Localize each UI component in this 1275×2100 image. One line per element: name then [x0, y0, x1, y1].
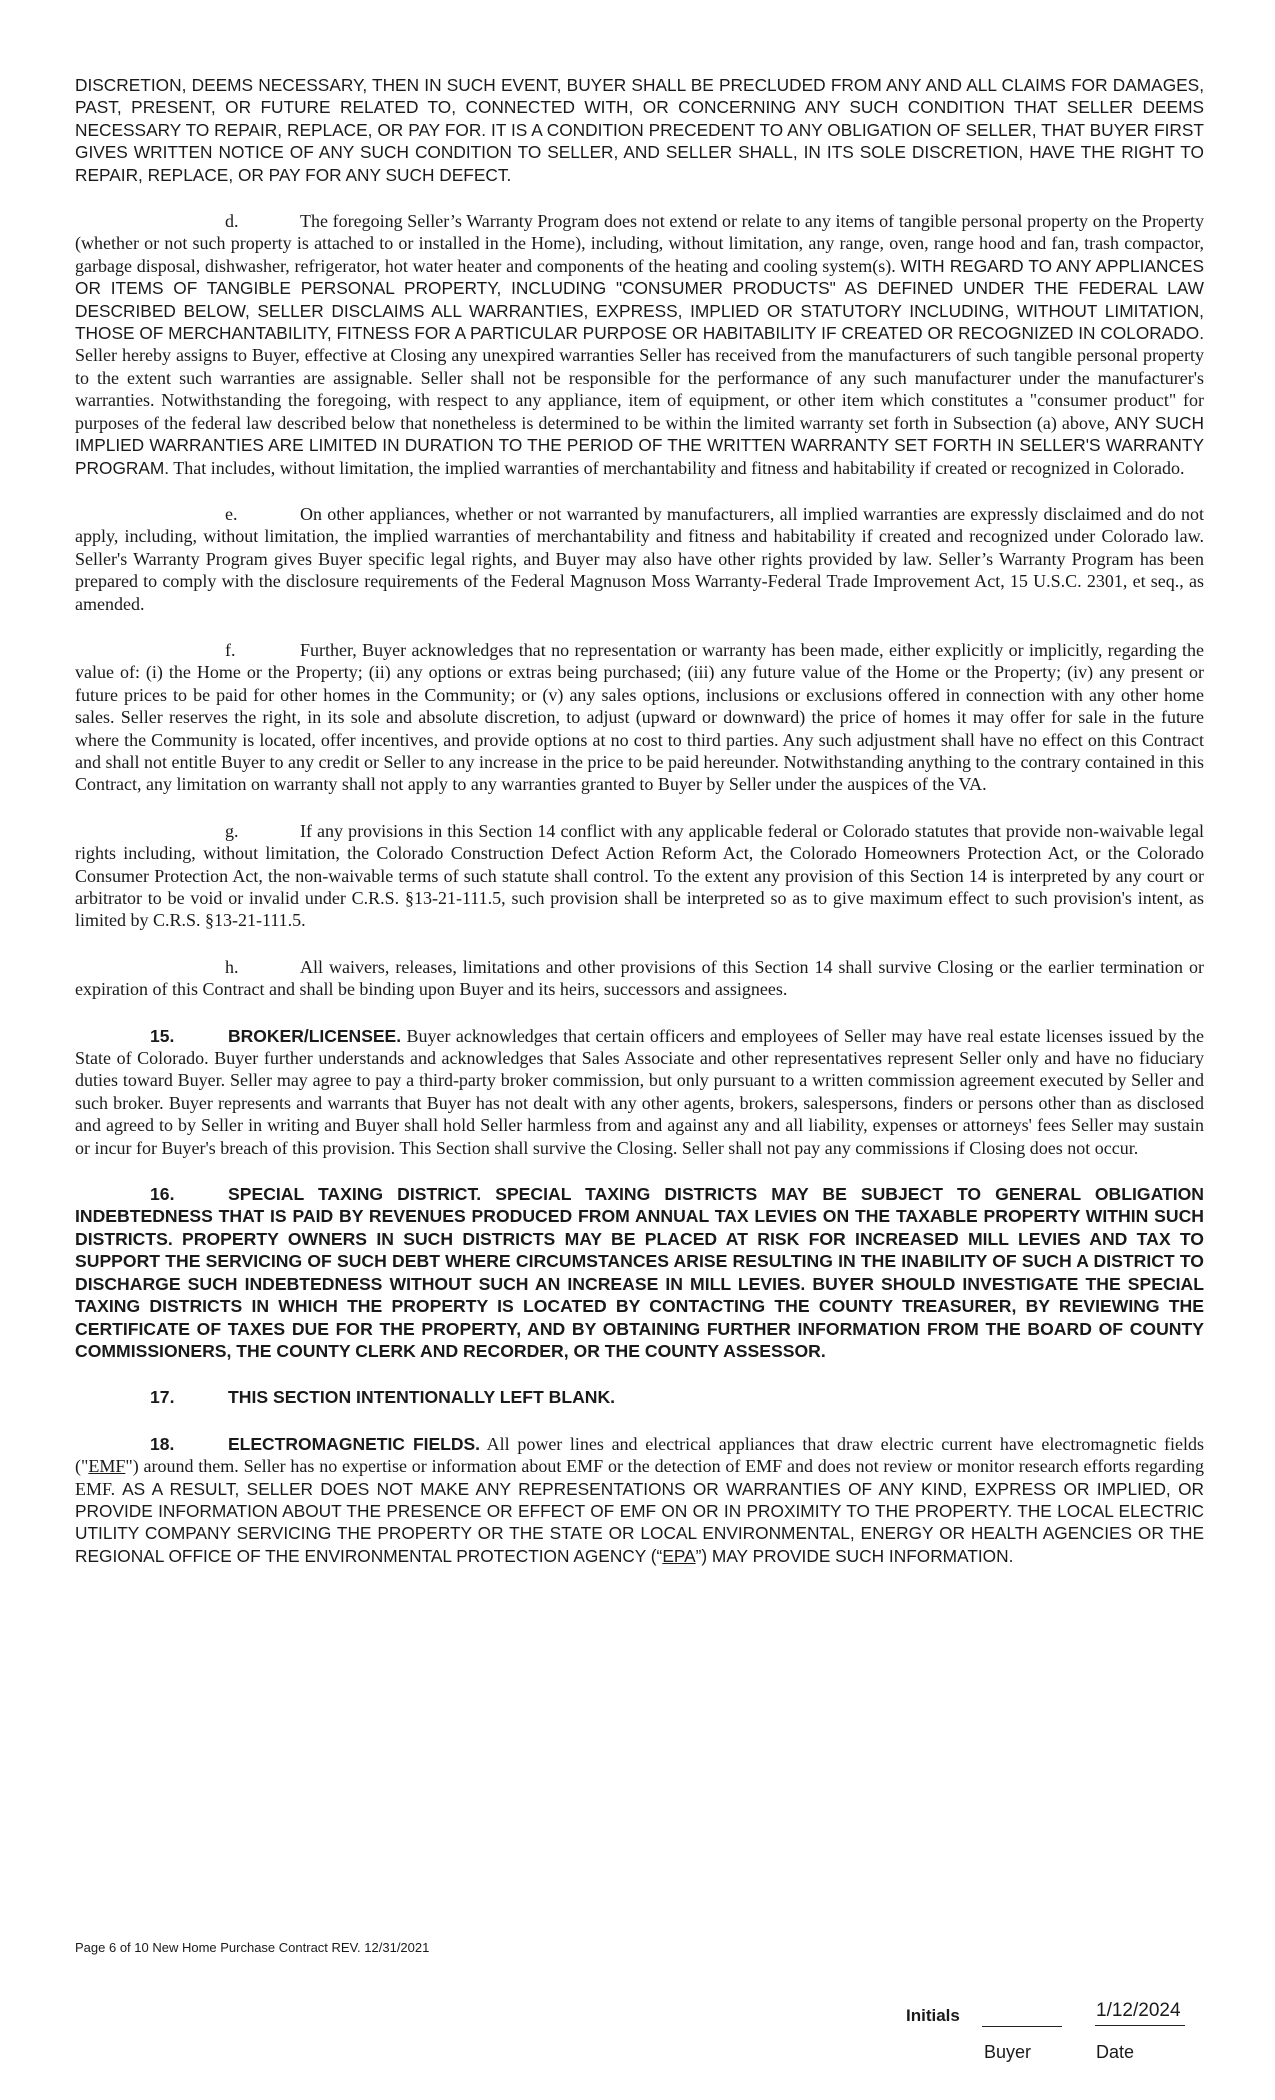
section-17: [75, 1386, 1204, 1408]
section-heading: ELECTROMAGNETIC FIELDS.: [228, 1433, 481, 1454]
section-caps-text: ”) MAY PROVIDE SUCH INFORMATION.: [695, 1545, 1014, 1566]
section-text: All power lines and electrical appliances that draw electric current have electromagnetic fields (": [75, 1433, 1204, 1477]
subsection-f: [75, 639, 1204, 796]
subsection-label: f.: [225, 639, 236, 660]
section-heading: BROKER/LICENSEE.: [228, 1025, 402, 1046]
section-text: Buyer acknowledges that certain officers and employees of Seller may have real estate licenses issued by the State of Colorado. Buyer further understands and acknowledges that Sales Associate and other representatives represent Seller only and have no fiduciary duties toward Buyer. Seller may agree to pay a third-party broker commission, but only pursuant to a written commission agreement executed by Seller and such broker. Buyer represents and warrants that Buyer has not dealt with any other agents, brokers, salespersons, finders or persons other than as disclosed and agreed to by Seller in writing and Buyer shall hold Seller harmless from and against any and all liability, expenses or attorneys' fees Seller may sustain or incur for Buyer's breach of this provision. This Section shall survive the Closing. Seller shall not pay any commissions if Closing does not occur.: [75, 1025, 1204, 1158]
subsection-caps-text: WITH REGARD TO ANY APPLIANCES OR ITEMS OF TANGIBLE PERSONAL PROPERTY, INCLUDING "CONSUMER PRODUCTS" AS DEFINED UNDER THE FEDERAL LAW DESCRIBED BELOW, SELLER DISCLAIMS ALL WARRANTIES, EXPRESS, IMPLIED OR STATUTORY INCLUDING, WITHOUT LIMITATION, THOSE OF MERCHANTABILITY, FITNESS FOR A PARTICULAR PURPOSE OR HABITABILITY IF CREATED OR RECOGNIZED IN COLORADO.: [75, 255, 1204, 344]
buyer-label: Buyer: [984, 2042, 1032, 2062]
subsection-text: If any provisions in this Section 14 conflict with any applicable federal or Colorado statutes that provide non-waivable legal rights including, without limitation, the Colorado Construction Defect Action Reform Act, the Colorado Homeowners Protection Act, or the Colorado Consumer Protection Act, the non-waivable terms of such statute shall control. To the extent any provision of this Section 14 is interpreted by any court or arbitrator to be void or invalid under C.R.S. §13-21-111.5, such provision shall be interpreted so as to give maximum effect to such provision's intent, as limited by C.R.S. §13-21-111.5.: [75, 820, 1204, 931]
section-number: 18.: [150, 1433, 175, 1454]
document-page: [75, 74, 1204, 1591]
page-footer: Page 6 of 10 New Home Purchase Contract REV. 12/31/2021: [75, 1940, 430, 1955]
subsection-text: Seller hereby assigns to Buyer, effective at Closing any unexpired warranties Seller has received from the manufacturers of such tangible personal property to the extent such warranties are assignable. Seller shall not be responsible for the performance of any such manufacturer under the manufacturer's warranties. Notwithstanding the foregoing, with respect to any appliance, item of equipment, or other item which constitutes a "consumer product" for purposes of the federal law described below that nonetheless is determined to be within the limited warranty set forth in Subsection (a) above,: [75, 345, 1204, 433]
date-field-value: 1/12/2024: [1096, 2000, 1181, 2021]
section-text: SPECIAL TAXING DISTRICT. SPECIAL TAXING DISTRICTS MAY BE SUBJECT TO GENERAL OBLIGATION INDEBTEDNESS THAT IS PAID BY REVENUES PRODUCED FROM ANNUAL TAX LEVIES ON THE TAXABLE PROPERTY WITHIN SUCH DISTRICTS. PROPERTY OWNERS IN SUCH DISTRICTS MAY BE PLACED AT RISK FOR INCREASED MILL LEVIES AND TAX TO SUPPORT THE SERVICING OF SUCH DEBT WHERE CIRCUMSTANCES ARISE RESULTING IN THE INABILITY OF SUCH A DISTRICT TO DISCHARGE SUCH INDEBTEDNESS WITHOUT SUCH AN INCREASE IN MILL LEVIES. BUYER SHOULD INVESTIGATE THE SPECIAL TAXING DISTRICTS IN WHICH THE PROPERTY IS LOCATED BY CONTACTING THE COUNTY TREASURER, BY REVIEWING THE CERTIFICATE OF TAXES DUE FOR THE PROPERTY, AND BY OBTAINING FURTHER INFORMATION FROM THE BOARD OF COUNTY COMMISSIONERS, THE COUNTY CLERK AND RECORDER, OR THE COUNTY ASSESSOR.: [75, 1184, 1204, 1361]
section-number: 16.: [150, 1184, 175, 1205]
subsection-label: h.: [225, 956, 239, 977]
intro-paragraph: DISCRETION, DEEMS NECESSARY, THEN IN SUCH EVENT, BUYER SHALL BE PRECLUDED FROM ANY AND ALL CLAIMS FOR DAMAGES, PAST, PRESENT, OR FUTURE RELATED TO, CONNECTED WITH, OR CONCERNING ANY SUCH CONDITION THAT SELLER DEEMS NECESSARY TO REPAIR, REPLACE, OR PAY FOR. IT IS A CONDITION PRECEDENT TO ANY OBLIGATION OF SELLER, THAT BUYER FIRST GIVES WRITTEN NOTICE OF ANY SUCH CONDITION TO SELLER, AND SELLER SHALL, IN ITS SOLE DISCRETION, HAVE THE RIGHT TO REPAIR, REPLACE, OR PAY FOR ANY SUCH DEFECT.: [75, 75, 1204, 185]
section-number: 17.: [150, 1387, 175, 1408]
subsection-text: On other appliances, whether or not warranted by manufacturers, all implied warranties are expressly disclaimed and do not apply, including, without limitation, the implied warranties of merchantability and fitness and habitability if created and recognized under Colorado law. Seller's Warranty Program gives Buyer specific legal rights, and Buyer may also have other rights provided by law. Seller’s Warranty Program has been prepared to comply with the disclosure requirements of the Federal Magnuson Moss Warranty-Federal Trade Improvement Act, 15 U.S.C. 2301, et seq., as amended.: [75, 503, 1204, 614]
subsection-label: d.: [225, 211, 239, 232]
section-heading: THIS SECTION INTENTIONALLY LEFT BLANK.: [228, 1387, 616, 1408]
date-label: Date: [1096, 2042, 1135, 2062]
subsection-h: [75, 956, 1204, 1001]
subsection-g: [75, 820, 1204, 932]
initials-label: Initials: [906, 2006, 960, 2025]
subsection-text: That includes, without limitation, the implied warranties of merchantability and fitness and habitability if created or recognized in Colorado.: [169, 457, 1185, 478]
section-16: [75, 1183, 1204, 1362]
section-15: [75, 1025, 1204, 1159]
defined-term-epa: EPA: [662, 1545, 696, 1566]
buyer-initials-field[interactable]: [982, 2026, 1062, 2027]
subsection-label: g.: [225, 820, 239, 841]
subsection-label: e.: [225, 503, 238, 524]
subsection-text: Further, Buyer acknowledges that no representation or warranty has been made, either explicitly or implicitly, regarding the value of: (i) the Home or the Property; (ii) any options or extras being purchased; (iii) any future value of the Home or the Property; (iv) any present or future prices to be paid for other homes in the Community; or (v) any sales options, inclusions or exclusions offered in connection with any other home sales. Seller reserves the right, in its sole and absolute discretion, to adjust (upward or downward) the price of homes it may offer for sale in the future where the Community is located, offer incentives, and provide options at no cost to third parties. Any such adjustment shall have no effect on this Contract and shall not entitle Buyer to any credit or Seller to any increase in the price to be paid hereunder. Notwithstanding anything to the contrary contained in this Contract, any limitation on warranty shall not apply to any warranties granted to Buyer by Seller under the auspices of the VA.: [75, 639, 1204, 795]
section-18: [75, 1433, 1204, 1567]
section-number: 15.: [150, 1025, 175, 1046]
date-field-line[interactable]: [1095, 2025, 1185, 2026]
subsection-text: All waivers, releases, limitations and other provisions of this Section 14 shall survive Closing or the earlier termination or expiration of this Contract and shall be binding upon Buyer and its heirs, successors and assignees.: [75, 956, 1204, 1000]
section-text: ") around them. Seller has no expertise or information about EMF or the detection of EMF and does not review or monitor research efforts regarding EMF.: [75, 1456, 1204, 1499]
subsection-d: [75, 210, 1204, 479]
subsection-e: [75, 503, 1204, 615]
subsection-text: The foregoing Seller’s Warranty Program does not extend or relate to any items of tangible personal property on the Property (whether or not such property is attached to or installed in the Home), including, without limitation, any range, oven, range hood and fan, trash compactor, garbage disposal, dishwasher, refrigerator, hot water heater and components of the heating and cooling system(s).: [75, 211, 1204, 276]
section-caps-text: AS A RESULT, SELLER DOES NOT MAKE ANY REPRESENTATIONS OR WARRANTIES OF ANY KIND, EXPRESS OR IMPLIED, OR PROVIDE INFORMATION ABOUT THE PRESENCE OR EFFECT OF EMF ON OR IN PROXIMITY TO THE PROPERTY. THE LOCAL ELECTRIC UTILITY COMPANY SERVICING THE PROPERTY OR THE STATE OR LOCAL ENVIRONMENTAL, ENERGY OR HEALTH AGENCIES OR THE REGIONAL OFFICE OF THE ENVIRONMENTAL PROTECTION AGENCY (“: [75, 1478, 1205, 1566]
subsection-caps-text: ANY SUCH IMPLIED WARRANTIES ARE LIMITED IN DURATION TO THE PERIOD OF THE WRITTEN WARRANTY SET FORTH IN SELLER'S WARRANTY PROGRAM.: [75, 412, 1204, 478]
defined-term-emf: EMF: [88, 1456, 126, 1477]
